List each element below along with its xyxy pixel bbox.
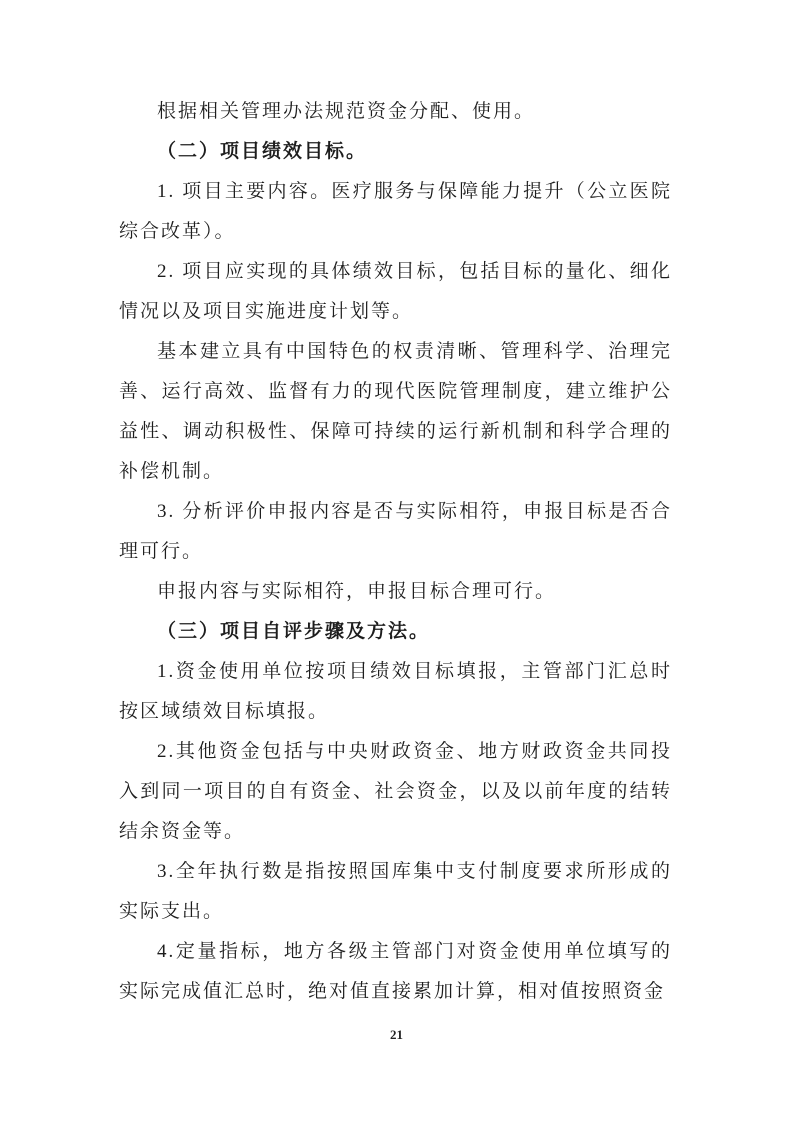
section-heading-2: （二）项目绩效目标。	[157, 141, 368, 162]
paragraph-conclusion: 申报内容与实际相符，申报目标合理可行。	[157, 581, 557, 602]
paragraph-item-3: 3. 分析评价申报内容是否与实际相符，申报目标是否合理可行。	[119, 501, 672, 562]
paragraph-method-4: 4.定量指标，地方各级主管部门对资金使用单位填写的实际完成值汇总时，绝对值直接累加计算，相对值按照资金	[119, 941, 672, 1002]
page-footer	[0, 1026, 793, 1044]
document-body	[119, 92, 672, 1012]
section-heading-3: （三）项目自评步骤及方法。	[157, 621, 431, 642]
paragraph-method-3: 3.全年执行数是指按照国库集中支付制度要求所形成的实际支出。	[119, 861, 672, 922]
paragraph-method-2: 2.其他资金包括与中央财政资金、地方财政资金共同投入到同一项目的自有资金、社会资金，以及以前年度的结转结余资金等。	[119, 741, 672, 842]
paragraph-method-1: 1.资金使用单位按项目绩效目标填报，主管部门汇总时按区域绩效目标填报。	[119, 661, 672, 722]
paragraph-goal-description: 基本建立具有中国特色的权责清晰、管理科学、治理完善、运行高效、监督有力的现代医院管理制度，建立维护公益性、调动积极性、保障可持续的运行新机制和科学合理的补偿机制。	[119, 341, 672, 482]
paragraph-intro: 根据相关管理办法规范资金分配、使用。	[157, 101, 536, 122]
paragraph-item-2: 2. 项目应实现的具体绩效目标，包括目标的量化、细化情况以及项目实施进度计划等。	[119, 261, 672, 322]
page-number: 21	[390, 1027, 403, 1042]
paragraph-item-1: 1. 项目主要内容。医疗服务与保障能力提升（公立医院综合改革）。	[119, 181, 672, 242]
